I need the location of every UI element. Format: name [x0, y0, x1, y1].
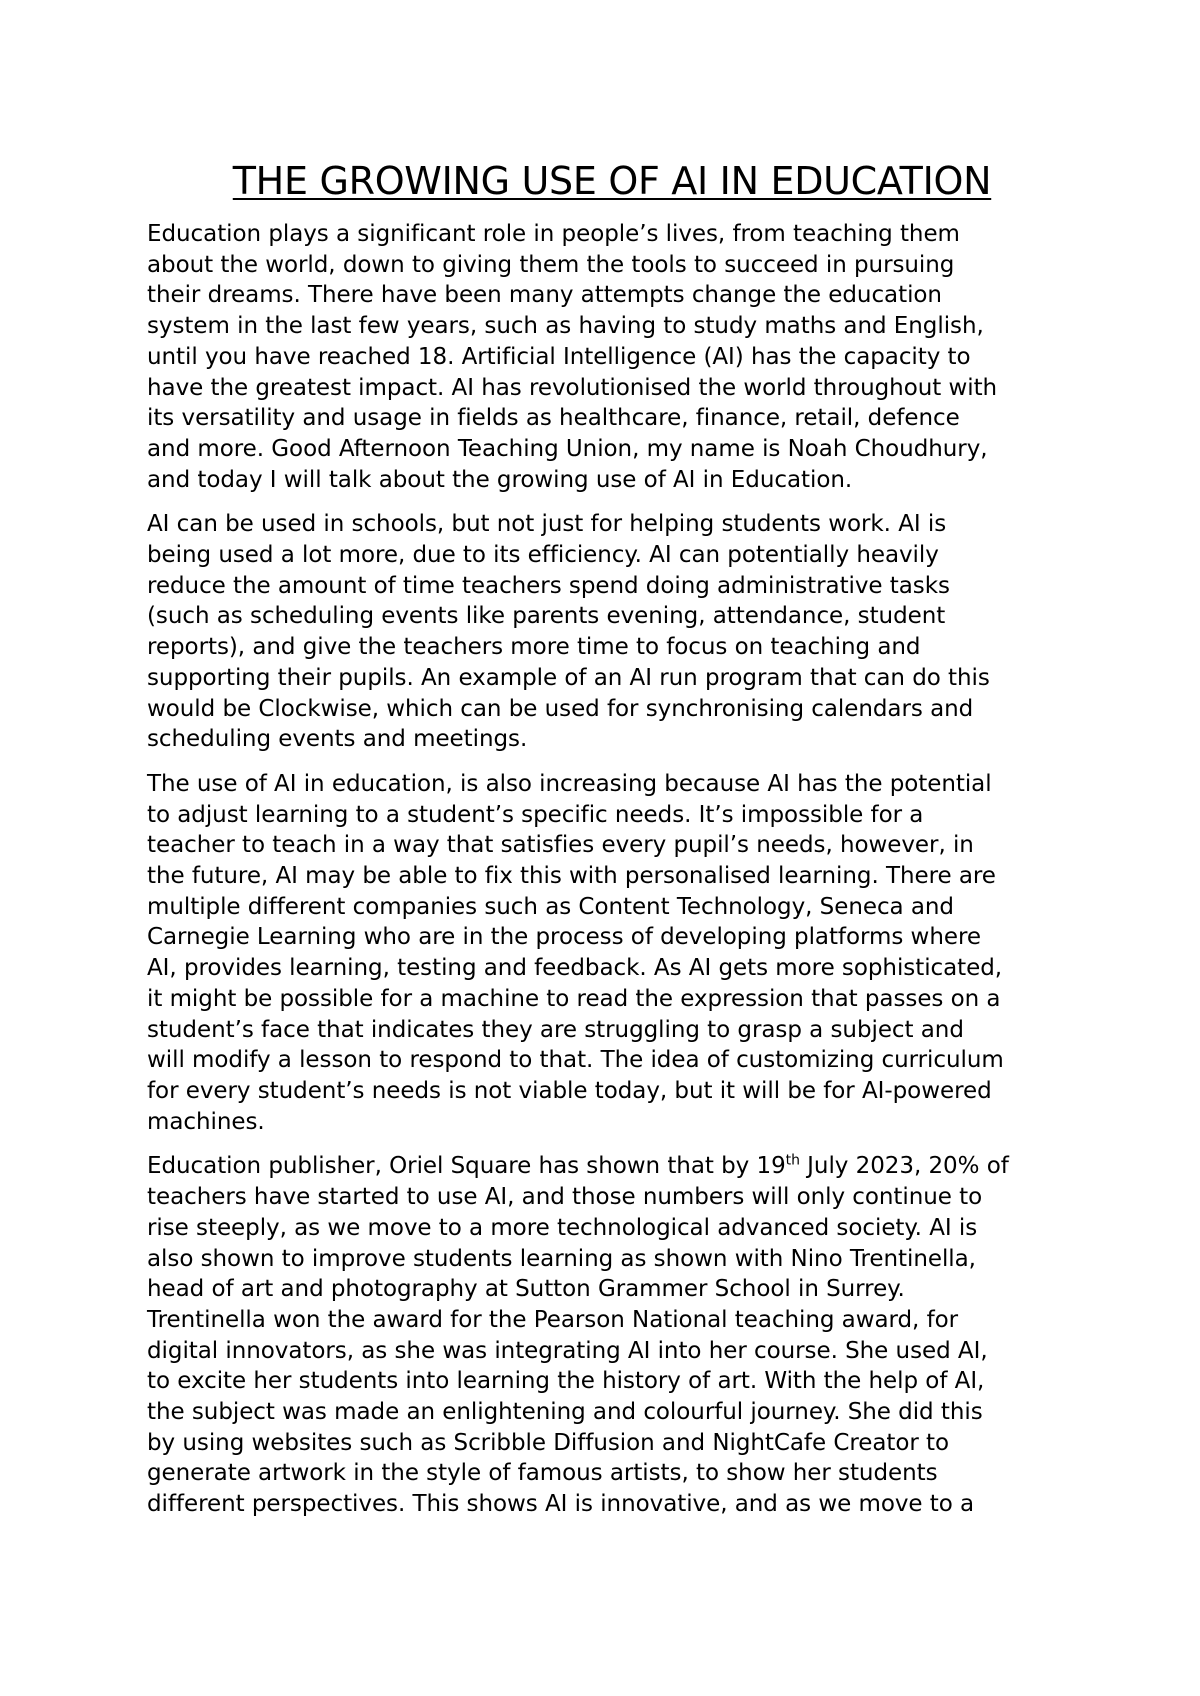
paragraph-4-rest — [147, 1182, 1077, 1520]
paragraph-line: The use of AI in education, is also increasing because AI has the potential — [147, 770, 992, 797]
paragraph-line: being used a lot more, due to its efficiency. AI can potentially heavily — [147, 542, 939, 569]
paragraph-4-line-1-start: Education publisher, Oriel Square has shown that by 19 — [147, 1153, 786, 1180]
paragraph-line: will modify a lesson to respond to that. The idea of customizing curriculum — [147, 1047, 1004, 1074]
paragraph-line: generate artwork in the style of famous artists, to show her students — [147, 1460, 938, 1487]
paragraph-line: scheduling events and meetings. — [147, 726, 528, 753]
paragraph-2 — [147, 509, 1077, 755]
document-page — [147, 0, 1077, 1520]
paragraph-line: also shown to improve students learning as shown with Nino Trentinella, — [147, 1245, 976, 1272]
paragraph-line: digital innovators, as she was integrating AI into her course. She used AI, — [147, 1337, 988, 1364]
paragraph-line: multiple different companies such as Content Technology, Seneca and — [147, 893, 954, 920]
paragraph-line — [147, 1151, 1077, 1182]
paragraph-line: have the greatest impact. AI has revolutionised the world throughout with — [147, 374, 998, 401]
paragraph-line: system in the last few years, such as having to study maths and English, — [147, 313, 984, 340]
paragraph-line: (such as scheduling events like parents evening, attendance, student — [147, 603, 946, 630]
paragraph-line: student’s face that indicates they are struggling to grasp a subject and — [147, 1016, 964, 1043]
paragraph-line: until you have reached 18. Artificial Intelligence (AI) has the capacity to — [147, 343, 971, 370]
paragraph-line: their dreams. There have been many attempts change the education — [147, 282, 942, 309]
paragraph-1 — [147, 219, 1077, 495]
paragraph-line: reduce the amount of time teachers spend doing administrative tasks — [147, 572, 950, 599]
paragraph-line: different perspectives. This shows AI is innovative, and as we move to a — [147, 1491, 975, 1518]
paragraph-line: to excite her students into learning the history of art. With the help of AI, — [147, 1368, 985, 1395]
paragraph-line: teacher to teach in a way that satisfies every pupil’s needs, however, in — [147, 832, 974, 859]
paragraph-line: head of art and photography at Sutton Grammer School in Surrey. — [147, 1276, 905, 1303]
paragraph-line: Carnegie Learning who are in the process of developing platforms where — [147, 924, 981, 951]
paragraph-line: machines. — [147, 1108, 265, 1135]
ordinal-suffix: th — [785, 1152, 800, 1169]
paragraph-line: rise steeply, as we move to a more technological advanced society. AI is — [147, 1214, 978, 1241]
paragraph-line: AI can be used in schools, but not just for helping students work. AI is — [147, 511, 947, 538]
paragraph-line: the subject was made an enlightening and colourful journey. She did this — [147, 1399, 983, 1426]
paragraph-line: for every student’s needs is not viable today, but it will be for AI-powered — [147, 1077, 992, 1104]
paragraph-line: Trentinella won the award for the Pearson National teaching award, for — [147, 1306, 959, 1333]
paragraph-line: supporting their pupils. An example of an AI run program that can do this — [147, 664, 990, 691]
paragraph-line: it might be possible for a machine to read the expression that passes on a — [147, 985, 1001, 1012]
document-title: THE GROWING USE OF AI IN EDUCATION — [232, 159, 992, 203]
paragraph-line: and more. Good Afternoon Teaching Union, my name is Noah Choudhury, — [147, 435, 988, 462]
paragraph-line: to adjust learning to a student’s specific needs. It’s impossible for a — [147, 801, 924, 828]
paragraph-line: and today I will talk about the growing use of AI in Education. — [147, 466, 853, 493]
paragraph-4-line-1-end: July 2023, 20% of — [799, 1153, 1009, 1180]
paragraph-line: teachers have started to use AI, and those numbers will only continue to — [147, 1184, 983, 1211]
paragraph-line: its versatility and usage in fields as healthcare, finance, retail, defence — [147, 405, 960, 432]
paragraph-line: AI, provides learning, testing and feedback. As AI gets more sophisticated, — [147, 955, 1003, 982]
paragraph-line: Education plays a significant role in people’s lives, from teaching them — [147, 221, 960, 247]
paragraph-line: about the world, down to giving them the tools to succeed in pursuing — [147, 251, 955, 278]
paragraph-3 — [147, 769, 1077, 1137]
paragraph-line: reports), and give the teachers more time to focus on teaching and — [147, 634, 921, 661]
paragraph-line: by using websites such as Scribble Diffusion and NightCafe Creator to — [147, 1429, 950, 1456]
paragraph-line: would be Clockwise, which can be used for synchronising calendars and — [147, 695, 974, 722]
paragraph-line: the future, AI may be able to fix this with personalised learning. There are — [147, 863, 996, 890]
paragraph-4 — [147, 1151, 1077, 1519]
